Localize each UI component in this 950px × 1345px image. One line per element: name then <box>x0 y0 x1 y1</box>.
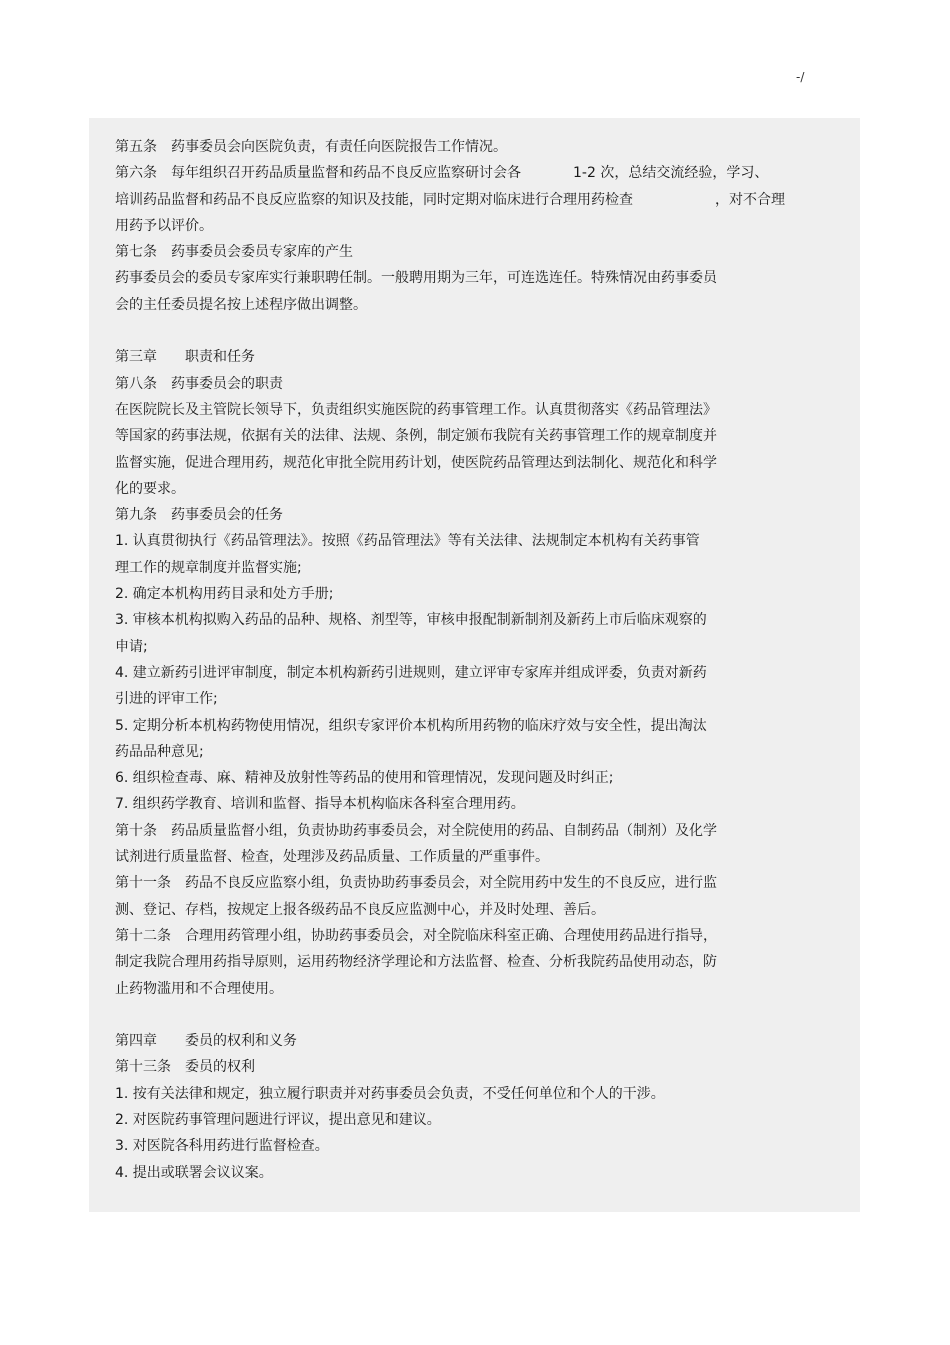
chapter-3-heading: 第三章 职责和任务 <box>115 349 255 366</box>
paragraph-line: 在医院院长及主管院长领导下，负责组织实施医院的药事管理工作。认真贯彻落实《药品管理法》 <box>115 401 717 418</box>
list-item: 3. 对医院各科用药进行监督检查。 <box>115 1138 329 1155</box>
paragraph-line: 等国家的药事法规，依据有关的法律、法规、条例，制定颁布我院有关药事管理工作的规章制度并 <box>115 428 717 445</box>
article-11: 第十一条 药品不良反应监察小组，负责协助药事委员会，对全院用药中发生的不良反应，进行监 <box>115 875 717 892</box>
paragraph-line: 会的主任委员提名按上述程序做出调整。 <box>115 296 367 313</box>
article-7: 第七条 药事委员会委员专家库的产生 <box>115 244 353 261</box>
article-13: 第十三条 委员的权利 <box>115 1059 255 1076</box>
page-mark: -/ <box>796 70 805 84</box>
article-8: 第八条 药事委员会的职责 <box>115 375 283 392</box>
paragraph-line: 测、登记、存档，按规定上报各级药品不良反应监测中心，并及时处理、善后。 <box>115 901 605 918</box>
list-item: 1. 按有关法律和规定，独立履行职责并对药事委员会负责，不受任何单位和个人的干涉。 <box>115 1085 665 1102</box>
article-5: 第五条 药事委员会向医院负责，有责任向医院报告工作情况。 <box>115 139 507 155</box>
paragraph-line: 试剂进行质量监督、检查，处理涉及药品质量、工作质量的严重事件。 <box>115 849 549 866</box>
article-6-line-2 <box>115 187 855 213</box>
list-item: 2. 对医院药事管理问题进行评议，提出意见和建议。 <box>115 1111 441 1128</box>
list-item: 1. 认真贯彻执行《药品管理法》。按照《药品管理法》等有关法律、法规制定本机构有关药事管 <box>115 533 700 550</box>
list-item-cont: 药品品种意见; <box>115 743 204 760</box>
paragraph-line: 药事委员会的委员专家库实行兼职聘任制。一般聘用期为三年，可连选连任。特殊情况由药事委员 <box>115 270 717 287</box>
list-item-cont: 申请; <box>115 638 148 655</box>
paragraph-line: 制定我院合理用药指导原则，运用药物经济学理论和方法监督、检查、分析我院药品使用动态，防 <box>115 954 717 971</box>
list-item: 6. 组织检查毒、麻、精神及放射性等药品的使用和管理情况，发现问题及时纠正; <box>115 770 614 787</box>
list-item: 3. 审核本机构拟购入药品的品种、规格、剂型等，审核申报配制新制剂及新药上市后临床观察的 <box>115 612 707 629</box>
paragraph-line: 化的要求。 <box>115 480 185 497</box>
document-body <box>89 118 860 1212</box>
text: ，对不合理 <box>715 191 785 208</box>
text: 第六条 每年组织召开药品质量监督和药品不良反应监察研讨会各 <box>115 165 521 182</box>
chapter-4-heading: 第四章 委员的权利和义务 <box>115 1033 297 1050</box>
list-item: 4. 建立新药引进评审制度，制定本机构新药引进规则，建立评审专家库并组成评委，负责对新药 <box>115 664 707 681</box>
list-item-cont: 理工作的规章制度并监督实施; <box>115 559 302 576</box>
list-item: 4. 提出或联署会议议案。 <box>115 1164 273 1181</box>
blank-line <box>115 318 855 344</box>
text: 培训药品监督和药品不良反应监察的知识及技能，同时定期对临床进行合理用药检查 <box>115 191 633 208</box>
list-item: 2. 确定本机构用药目录和处方手册; <box>115 586 334 603</box>
paragraph-line: 止药物滥用和不合理使用。 <box>115 980 283 997</box>
blank-line <box>115 1002 855 1028</box>
list-item-cont: 引进的评审工作; <box>115 691 218 708</box>
article-6-line-3: 用药予以评价。 <box>115 217 213 234</box>
list-item: 7. 组织药学教育、培训和监督、指导本机构临床各科室合理用药。 <box>115 796 525 813</box>
article-12: 第十二条 合理用药管理小组，协助药事委员会，对全院临床科室正确、合理使用药品进行指导， <box>115 927 717 944</box>
text: 1-2 次，总结交流经验，学习、 <box>573 165 769 182</box>
article-9: 第九条 药事委员会的任务 <box>115 507 283 524</box>
paragraph-line: 监督实施，促进合理用药，规范化审批全院用药计划，使医院药品管理达到法制化、规范化和科学 <box>115 454 717 471</box>
article-10: 第十条 药品质量监督小组，负责协助药事委员会，对全院使用的药品、自制药品（制剂）及化学 <box>115 822 717 839</box>
article-6-line-1 <box>115 160 855 186</box>
list-item: 5. 定期分析本机构药物使用情况，组织专家评价本机构所用药物的临床疗效与安全性，提出淘汰 <box>115 717 707 734</box>
